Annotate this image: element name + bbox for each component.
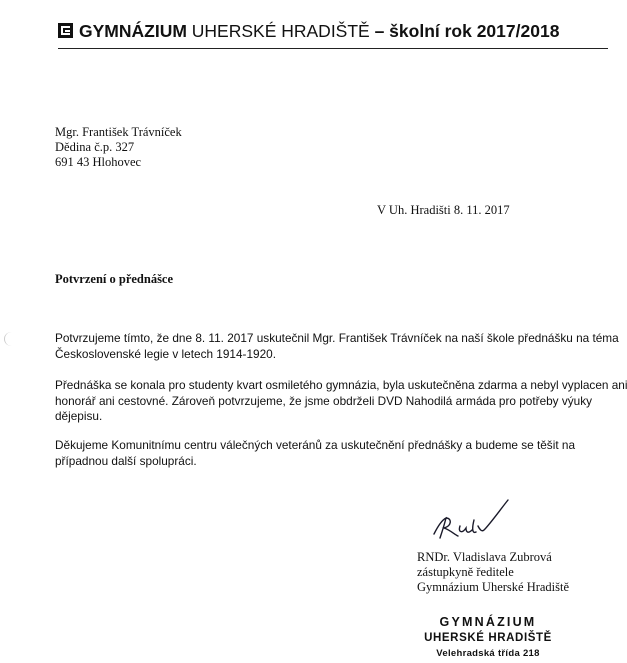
stamp-line-2: UHERSKÉ HRADIŠTĚ bbox=[424, 632, 552, 644]
stamp-line-1: GYMNÁZIUM bbox=[439, 615, 537, 629]
letterhead-school-year: – školní rok 2017/2018 bbox=[369, 21, 560, 41]
paragraph-2 bbox=[55, 378, 627, 425]
letter-subject: Potvrzení o přednášce bbox=[55, 272, 174, 286]
stamp-line-3: Velehradská třída 218 bbox=[436, 648, 540, 659]
paragraph-line: Potvrzujeme tímto, že dne 8. 11. 2017 uskutečnil Mgr. František Trávníček na naší škole přednášku na téma bbox=[55, 331, 619, 345]
letterhead-school-bold: GYMNÁZIUM bbox=[79, 21, 187, 41]
recipient-line: 691 43 Hlohovec bbox=[55, 155, 142, 169]
paragraph-line: Přednáška se konala pro studenty kvart osmiletého gymnázia, byla uskutečněna zdarma a nebyl vyplacen ani bbox=[55, 378, 627, 392]
recipient-line: Mgr. František Trávníček bbox=[55, 125, 182, 139]
paragraph-1 bbox=[55, 331, 619, 362]
signatory-name: RNDr. Vladislava Zubrová bbox=[417, 550, 552, 564]
date-place: V Uh. Hradišti 8. 11. 2017 bbox=[377, 203, 510, 217]
school-logo-icon bbox=[58, 23, 73, 38]
paragraph-line: dějepisu. bbox=[55, 409, 103, 424]
school-stamp bbox=[418, 614, 558, 662]
handwritten-signature bbox=[428, 496, 524, 544]
signatory-institution: Gymnázium Uherské Hradiště bbox=[417, 580, 570, 594]
signature-block bbox=[417, 550, 569, 595]
paragraph-line: případnou další spolupráci. bbox=[55, 453, 197, 468]
signatory-role: zástupkyně ředitele bbox=[417, 565, 514, 579]
paragraph-line: Děkujeme Komunitnímu centru válečných veteránů za uskutečnění přednášky a budeme se těšit na bbox=[55, 438, 576, 452]
punch-hole-mark bbox=[4, 332, 19, 346]
paragraph-line: Československé legie v letech 1914-1920. bbox=[55, 346, 277, 361]
letterhead-school-rest: UHERSKÉ HRADIŠTĚ bbox=[186, 21, 370, 41]
paragraph-3 bbox=[55, 438, 575, 469]
letterhead bbox=[58, 18, 608, 49]
recipient-address bbox=[55, 125, 182, 170]
recipient-line: Dědina č.p. 327 bbox=[55, 140, 135, 154]
paragraph-line: honorář ani cestovné. Zároveň potvrzujeme, že jsme obdrželi DVD Nahodilá armáda pro potřeby výuky bbox=[55, 393, 593, 408]
